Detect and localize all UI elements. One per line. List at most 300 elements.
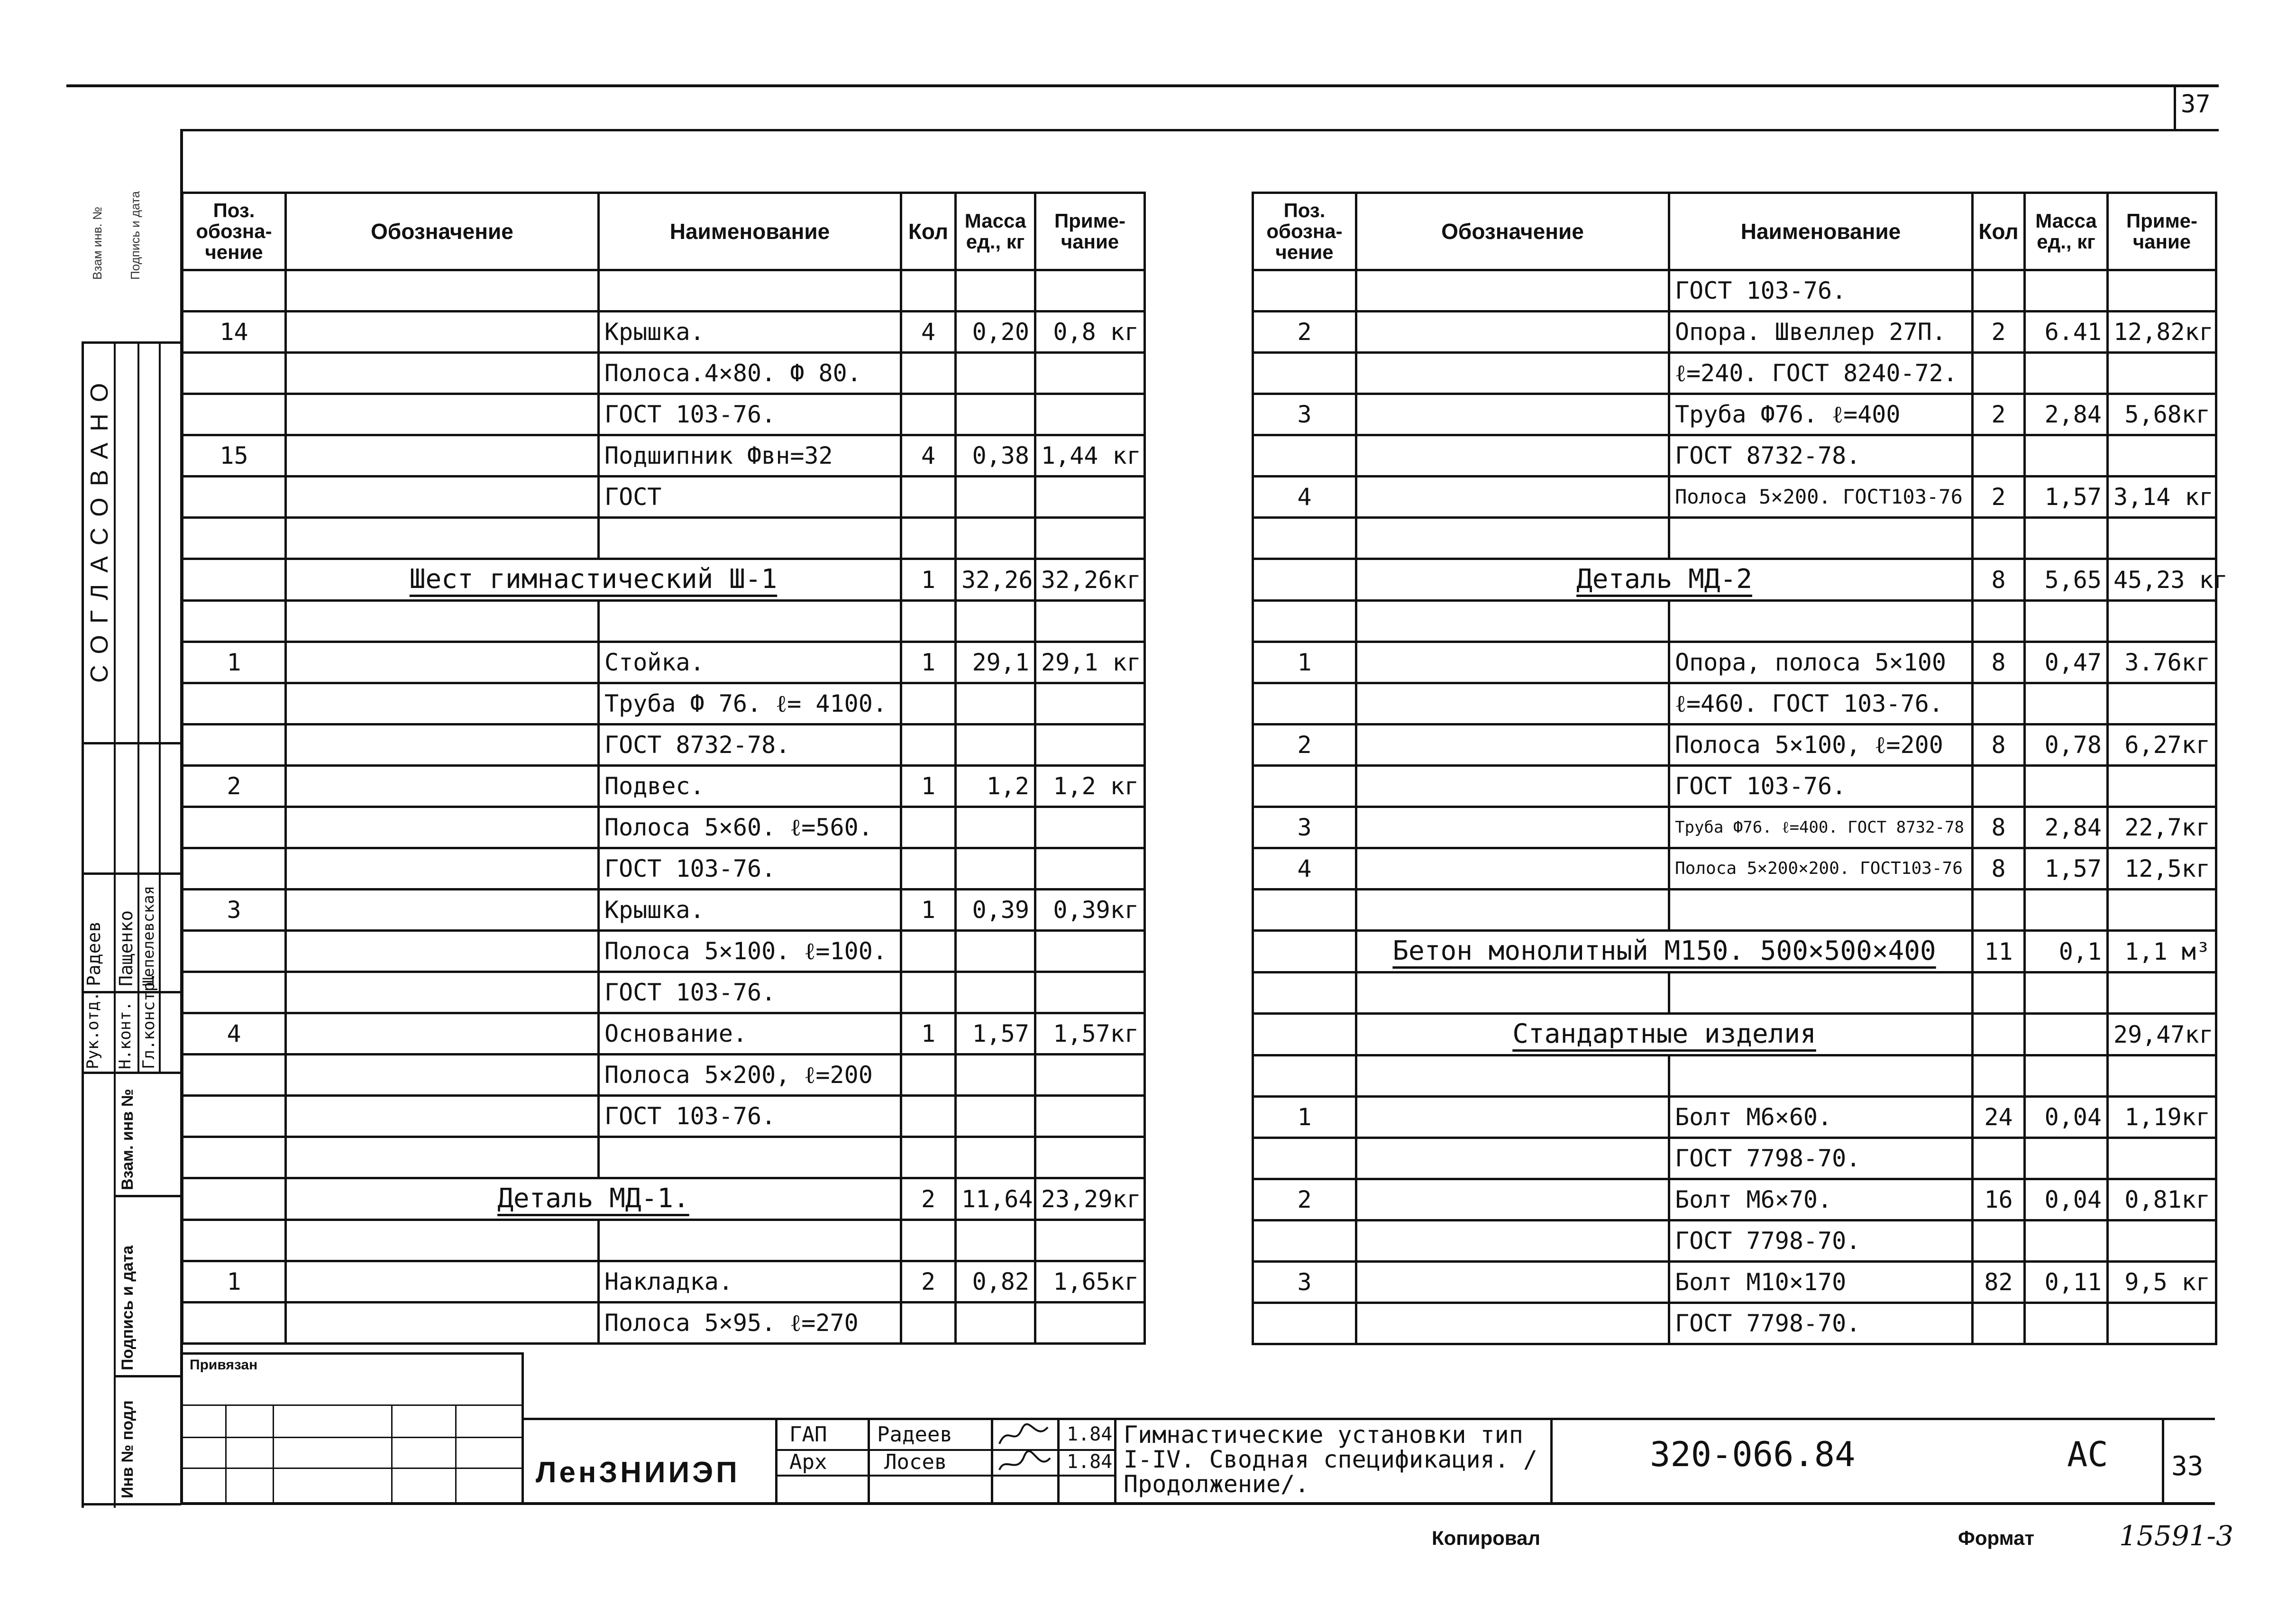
cell-qty (1973, 1303, 2025, 1344)
cell-designation (1356, 1138, 1669, 1179)
table-row (1253, 973, 2216, 1014)
section-title (286, 1178, 901, 1220)
stamp-row-5 (82, 1072, 181, 1074)
cell-note (2108, 518, 2216, 559)
cell-mass (2025, 353, 2108, 394)
tb-role-2: Арх (789, 1450, 827, 1474)
cell-name: Крышка. (599, 312, 901, 353)
cell-qty (901, 1137, 956, 1178)
cell-mass (2025, 1014, 2108, 1055)
table-row (183, 642, 1145, 683)
cell-note: 0,8 кг (1035, 312, 1145, 353)
side-role-1: Рук.отд. (83, 991, 102, 1069)
cell-designation (286, 312, 599, 353)
cell-name (599, 518, 901, 559)
table-row (183, 559, 1145, 601)
table-row (1253, 1220, 2216, 1262)
cell-name (599, 601, 901, 642)
cell-qty (1973, 435, 2025, 477)
cell-pos: 2 (183, 766, 286, 807)
cell-pos (1253, 1055, 1356, 1097)
cell-mass (2025, 518, 2108, 559)
table-row (183, 890, 1145, 931)
table-row (183, 1178, 1145, 1220)
cell-name: Полоса 5×200. ГОСТ103-76 (1669, 477, 1973, 518)
header-name: Наименование (599, 193, 901, 270)
tb-grid-h2 (181, 1437, 522, 1438)
cell-note (1035, 353, 1145, 394)
cell-note: 12,5кг (2108, 848, 2216, 890)
table-row (1253, 312, 2216, 353)
cell-designation (1356, 1220, 1669, 1262)
spec-table-right (1252, 192, 2228, 1345)
cell-note (1035, 1220, 1145, 1261)
cell-note: 29,1 кг (1035, 642, 1145, 683)
cell-designation (1356, 601, 1669, 642)
header-pos: Поз. обозна- чение (1253, 193, 1356, 270)
cell-mass (956, 518, 1035, 559)
cell-pos (183, 1055, 286, 1096)
table-row (183, 1303, 1145, 1344)
cell-mass (956, 972, 1035, 1013)
table-row (1253, 1014, 2216, 1055)
table-row (1253, 518, 2216, 559)
cell-pos (183, 518, 286, 559)
cell-name: Крышка. (599, 890, 901, 931)
cell-name: ГОСТ 103-76. (599, 1096, 901, 1137)
sheet-number: 33 (2171, 1451, 2204, 1482)
cell-pos (183, 353, 286, 394)
cell-mass: 2,84 (2025, 394, 2108, 435)
cell-designation (286, 477, 599, 518)
cell-name: Подшипник Фвн=32 (599, 435, 901, 477)
cell-qty: 2 (901, 1178, 956, 1220)
cell-mass (2025, 601, 2108, 642)
table-row (183, 477, 1145, 518)
cell-qty: 2 (901, 1261, 956, 1303)
side-role-2: Н.конт. (116, 1001, 135, 1069)
cell-pos (183, 931, 286, 972)
cell-qty: 16 (1973, 1179, 2025, 1220)
table-row (183, 1013, 1145, 1055)
table-row (1253, 807, 2216, 848)
cell-name (599, 1220, 901, 1261)
cell-name: ГОСТ 8732-78. (1669, 435, 1973, 477)
cell-mass (956, 477, 1035, 518)
cell-mass (956, 1096, 1035, 1137)
side-name-3: Шепелевская (139, 886, 157, 986)
cell-pos (1253, 973, 1356, 1014)
side-field-inv: Инв № подл (119, 1400, 137, 1498)
tb-name-2: Лосев (884, 1450, 947, 1474)
cell-note (2108, 435, 2216, 477)
signature-1 (996, 1422, 1055, 1449)
cell-pos (183, 601, 286, 642)
cell-qty (1973, 890, 2025, 931)
cell-note (1035, 601, 1145, 642)
cell-mass: 6.41 (2025, 312, 2108, 353)
table-row (1253, 1262, 2216, 1303)
cell-name: Полоса 5×100. ℓ=100. (599, 931, 901, 972)
cell-name: Полоса 5×200×200. ГОСТ103-76 (1669, 848, 1973, 890)
cell-name: Опора, полоса 5×100 (1669, 642, 1973, 683)
cell-name: Полоса 5×95. ℓ=270 (599, 1303, 901, 1344)
cell-qty: 2 (1973, 477, 2025, 518)
table-row (1253, 435, 2216, 477)
cell-qty (901, 1220, 956, 1261)
table-row (1253, 766, 2216, 807)
cell-mass (956, 394, 1035, 435)
cell-name: ГОСТ 103-76. (599, 972, 901, 1013)
section-title (1356, 559, 1973, 601)
frame-inner-top-line (180, 129, 2219, 131)
cell-note (1035, 683, 1145, 725)
tb-grid-v4 (455, 1404, 457, 1504)
header-designation: Обозначение (1356, 193, 1669, 270)
table-row (183, 766, 1145, 807)
cell-designation (286, 435, 599, 477)
cell-name: Подвес. (599, 766, 901, 807)
table-row (183, 1055, 1145, 1096)
table-header-row (1253, 193, 2216, 270)
cell-qty (901, 972, 956, 1013)
cell-name: ГОСТ 103-76. (599, 848, 901, 890)
table-row (183, 1137, 1145, 1178)
bound-label: Привязан (190, 1357, 258, 1373)
cell-designation (286, 683, 599, 725)
cell-designation (286, 1137, 599, 1178)
table-row (183, 848, 1145, 890)
cell-note: 5,68кг (2108, 394, 2216, 435)
cell-pos (183, 1096, 286, 1137)
cell-pos: 1 (183, 642, 286, 683)
table-row (1253, 642, 2216, 683)
cell-note: 12,82кг (2108, 312, 2216, 353)
cell-pos (183, 477, 286, 518)
cell-designation (286, 1261, 599, 1303)
cell-qty (1973, 973, 2025, 1014)
cell-pos (183, 807, 286, 848)
cell-mass (2025, 1055, 2108, 1097)
cell-mass: 29,1 (956, 642, 1035, 683)
cell-mass (956, 848, 1035, 890)
cell-pos (1253, 1303, 1356, 1344)
cell-qty: 8 (1973, 725, 2025, 766)
cell-qty: 2 (1973, 312, 2025, 353)
tb-grid-h1 (181, 1404, 522, 1406)
cell-mass (956, 683, 1035, 725)
tb-code-left (1550, 1420, 1553, 1503)
format-label: Формат (1958, 1527, 2035, 1549)
cell-designation (1356, 807, 1669, 848)
cell-qty (1973, 1138, 2025, 1179)
cell-designation (1356, 477, 1669, 518)
section-title-text: Бетон монолитный М150. 500×500×400 (1392, 936, 1936, 966)
cell-mass (2025, 1220, 2108, 1262)
cell-qty (1973, 766, 2025, 807)
cell-qty (901, 1096, 956, 1137)
cell-note (1035, 1055, 1145, 1096)
side-role-3: Гл.констр. (139, 972, 158, 1069)
cell-pos (1253, 601, 1356, 642)
cell-note: 1,44 кг (1035, 435, 1145, 477)
cell-mass (956, 353, 1035, 394)
cell-qty (1973, 1055, 2025, 1097)
cell-pos: 3 (1253, 807, 1356, 848)
cell-note: 22,7кг (2108, 807, 2216, 848)
cell-mass (2025, 1138, 2108, 1179)
cell-mass (2025, 890, 2108, 931)
stamp-row-8 (82, 1503, 181, 1505)
cell-note: 1,19кг (2108, 1097, 2216, 1138)
table-row (183, 807, 1145, 848)
cell-mass (956, 1137, 1035, 1178)
cell-qty: 8 (1973, 807, 2025, 848)
header-pos: Поз. обозна- чение (183, 193, 286, 270)
cell-note: 9,5 кг (2108, 1262, 2216, 1303)
cell-note (2108, 973, 2216, 1014)
cell-note: 6,27кг (2108, 725, 2216, 766)
table-row (1253, 1055, 2216, 1097)
cell-name: ГОСТ 103-76. (1669, 766, 1973, 807)
cell-qty (901, 601, 956, 642)
cell-pos: 2 (1253, 1179, 1356, 1220)
cell-pos (1253, 1220, 1356, 1262)
cell-mass: 11,64 (956, 1178, 1035, 1220)
cell-note (2108, 766, 2216, 807)
cell-mass (956, 931, 1035, 972)
stage: АС (2067, 1434, 2108, 1474)
cell-qty (901, 518, 956, 559)
cell-name: Болт М6×70. (1669, 1179, 1973, 1220)
table-row (1253, 931, 2216, 973)
cell-qty (1973, 270, 2025, 312)
cell-note (1035, 1096, 1145, 1137)
cell-note (2108, 890, 2216, 931)
section-title (1356, 1014, 1973, 1055)
cell-pos (183, 1303, 286, 1344)
cell-name (1669, 1055, 1973, 1097)
cell-mass (956, 1303, 1035, 1344)
cell-designation (286, 1220, 599, 1261)
section-title-text: Деталь МД-2 (1576, 564, 1752, 595)
cell-qty (901, 353, 956, 394)
table-row (183, 394, 1145, 435)
cell-name: Полоса 5×200, ℓ=200 (599, 1055, 901, 1096)
cell-designation (1356, 312, 1669, 353)
stamp-row-7 (114, 1375, 181, 1377)
cell-designation (286, 725, 599, 766)
cell-name: Полоса.4×80. Ф 80. (599, 353, 901, 394)
cell-note (1035, 931, 1145, 972)
cell-qty: 2 (1973, 394, 2025, 435)
cell-name: Опора. Швеллер 27П. (1669, 312, 1973, 353)
cell-pos: 4 (1253, 477, 1356, 518)
cell-note (2108, 1055, 2216, 1097)
cell-qty: 1 (901, 559, 956, 601)
cell-pos (1253, 559, 1356, 601)
table-header-row (183, 193, 1145, 270)
cell-pos (183, 1178, 286, 1220)
table-row (1253, 394, 2216, 435)
cell-pos (1253, 353, 1356, 394)
cell-name: ℓ=460. ГОСТ 103-76. (1669, 683, 1973, 725)
cell-qty (1973, 1014, 2025, 1055)
cell-name: Накладка. (599, 1261, 901, 1303)
cell-mass: 2,84 (2025, 807, 2108, 848)
cell-name: ГОСТ (599, 477, 901, 518)
cell-note (2108, 1303, 2216, 1344)
cell-designation (286, 601, 599, 642)
tb-sheet-left (2162, 1420, 2164, 1503)
cell-name: ГОСТ 103-76. (599, 394, 901, 435)
cell-qty (901, 1055, 956, 1096)
cell-designation (286, 1013, 599, 1055)
cell-mass: 32,26 (956, 559, 1035, 601)
spec-table-left (181, 192, 1146, 1345)
section-title (286, 559, 901, 601)
cell-note: 1,2 кг (1035, 766, 1145, 807)
cell-pos: 3 (183, 890, 286, 931)
cell-designation (286, 1055, 599, 1096)
cell-name (1669, 973, 1973, 1014)
cell-designation (1356, 642, 1669, 683)
cell-designation (1356, 1303, 1669, 1344)
cell-mass: 0,38 (956, 435, 1035, 477)
cell-mass: 1,2 (956, 766, 1035, 807)
cell-note (1035, 518, 1145, 559)
cell-pos (183, 972, 286, 1013)
cell-pos (1253, 435, 1356, 477)
header-designation: Обозначение (286, 193, 599, 270)
cell-designation (1356, 973, 1669, 1014)
table-row (1253, 353, 2216, 394)
table-row (1253, 1179, 2216, 1220)
side-top-small-1: Взам инв. № (90, 207, 104, 280)
cell-mass: 0,39 (956, 890, 1035, 931)
cell-pos: 1 (183, 1261, 286, 1303)
cell-designation (286, 1096, 599, 1137)
cell-name: Болт М6×60. (1669, 1097, 1973, 1138)
table-row (183, 270, 1145, 312)
cell-note (1035, 972, 1145, 1013)
cell-designation (1356, 683, 1669, 725)
stamp-row-3 (82, 872, 181, 875)
cell-mass: 1,57 (2025, 477, 2108, 518)
cell-designation (286, 890, 599, 931)
cell-designation (1356, 518, 1669, 559)
cell-qty (1973, 518, 2025, 559)
cell-designation (286, 642, 599, 683)
cell-note: 23,29кг (1035, 1178, 1145, 1220)
cell-name: Стойка. (599, 642, 901, 683)
table-row (183, 353, 1145, 394)
cell-note: 29,47кг (2108, 1014, 2216, 1055)
tb-role-left (775, 1420, 778, 1503)
cell-mass (2025, 973, 2108, 1014)
cell-mass (956, 270, 1035, 312)
cell-qty (901, 725, 956, 766)
header-name: Наименование (1669, 193, 1973, 270)
cell-designation (1356, 270, 1669, 312)
table-row (183, 931, 1145, 972)
header-note: Приме- чание (2108, 193, 2216, 270)
cell-designation (286, 848, 599, 890)
cell-mass (2025, 683, 2108, 725)
table-row (1253, 1303, 2216, 1344)
tb-date-1: 1.84 (1067, 1423, 1113, 1445)
cell-mass: 0,47 (2025, 642, 2108, 683)
copied-label: Копировал (1432, 1527, 1541, 1549)
table-row (1253, 1138, 2216, 1179)
stamp-row-2 (82, 742, 181, 744)
cell-note (1035, 807, 1145, 848)
cell-pos (1253, 1138, 1356, 1179)
cell-note (2108, 601, 2216, 642)
side-field-sign: Подпись и дата (119, 1245, 137, 1370)
cell-pos: 1 (1253, 642, 1356, 683)
format-value: 15591-3 (2119, 1520, 2234, 1552)
cell-designation (286, 931, 599, 972)
cell-note (1035, 1137, 1145, 1178)
section-title (1356, 931, 1973, 973)
tb-sig-left (991, 1420, 993, 1503)
cell-name: Труба Ф76. ℓ=400. ГОСТ 8732-78 (1669, 807, 1973, 848)
cell-qty: 4 (901, 435, 956, 477)
cell-name: ГОСТ 7798-70. (1669, 1138, 1973, 1179)
frame-top-line (66, 84, 2219, 87)
cell-qty: 1 (901, 1013, 956, 1055)
tb-title-left (1114, 1420, 1116, 1503)
cell-note: 3.76кг (2108, 642, 2216, 683)
cell-name: ℓ=240. ГОСТ 8240-72. (1669, 353, 1973, 394)
cell-designation (286, 807, 599, 848)
cell-qty (901, 807, 956, 848)
tb-grid-v3 (391, 1404, 393, 1504)
cell-pos: 4 (1253, 848, 1356, 890)
cell-designation (1356, 1179, 1669, 1220)
cell-qty (901, 477, 956, 518)
cell-mass: 0,1 (2025, 931, 2108, 973)
table-row (1253, 683, 2216, 725)
cell-mass (2025, 766, 2108, 807)
cell-qty: 4 (901, 312, 956, 353)
side-top-small-2: Подпись и дата (128, 191, 142, 280)
side-name-1: Радеев (83, 921, 104, 986)
tb-bottom-line (181, 1502, 2215, 1505)
cell-designation (1356, 353, 1669, 394)
table-row (183, 972, 1145, 1013)
cell-designation (1356, 394, 1669, 435)
table-row (183, 601, 1145, 642)
section-title-text: Деталь МД-1. (497, 1183, 689, 1214)
cell-designation (1356, 766, 1669, 807)
table-row (183, 1261, 1145, 1303)
table-row (183, 312, 1145, 353)
table-row (183, 435, 1145, 477)
cell-note (1035, 394, 1145, 435)
signature-2 (996, 1451, 1055, 1477)
cell-note: 0,81кг (2108, 1179, 2216, 1220)
cell-note (1035, 725, 1145, 766)
doc-code: 320-066.84 (1650, 1434, 1856, 1474)
tb-grid-row-2 (775, 1475, 1116, 1477)
cell-name: ГОСТ 7798-70. (1669, 1220, 1973, 1262)
cell-name: ГОСТ 103-76. (1669, 270, 1973, 312)
cell-name: Полоса 5×60. ℓ=560. (599, 807, 901, 848)
cell-designation (1356, 890, 1669, 931)
cell-note (2108, 1138, 2216, 1179)
